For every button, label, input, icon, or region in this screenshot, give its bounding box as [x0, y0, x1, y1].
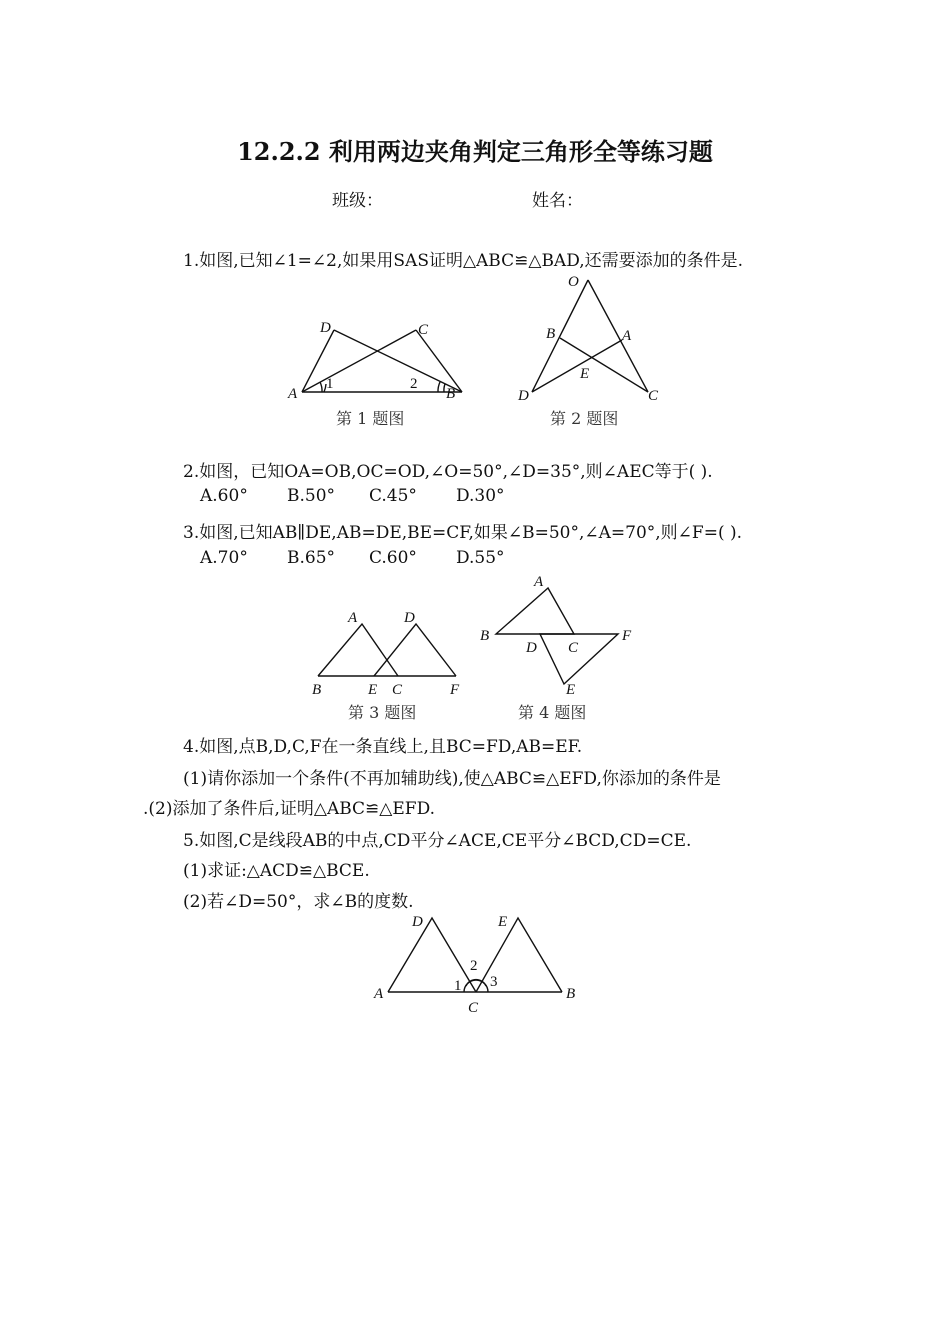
figure-4: [478, 570, 648, 700]
fig1-angle2: [438, 382, 440, 392]
q3-option-c: C.60°: [369, 548, 417, 568]
fig3-label-a: A: [348, 610, 358, 626]
figure-1: [280, 312, 470, 404]
fig2-label-d: D: [518, 388, 529, 404]
question-4: 4.如图,点B,D,C,F在一条直线上,且BC=FD,AB=EF.: [183, 737, 583, 757]
fig4-triangle-abc: [496, 588, 574, 634]
fig5-label-d: D: [412, 914, 423, 930]
fig2-label-a: A: [622, 328, 632, 344]
caption-fig3: 第 3 题图: [348, 703, 417, 722]
fig4-triangle-dfe: [540, 634, 618, 684]
question-5-part-2: (2)若∠D=50°，求∠B的度数.: [183, 892, 414, 912]
fig5-label-a: A: [374, 986, 384, 1002]
fig3-label-b: B: [312, 682, 322, 698]
fig5-label-1: 1: [454, 978, 462, 994]
fig4-label-d: D: [526, 640, 537, 656]
fig5-triangle-bce: [476, 918, 562, 992]
figure-5: [366, 906, 586, 1018]
fig2-label-e: E: [580, 366, 590, 382]
fig3-label-c: C: [392, 682, 403, 698]
q2-option-d: D.30°: [456, 486, 505, 506]
q2-option-b: B.50°: [287, 486, 336, 506]
fig5-label-3: 3: [490, 974, 498, 990]
figure-2: [510, 266, 670, 406]
page-title: 12.2.2 利用两边夹角判定三角形全等练习题: [237, 137, 713, 166]
q3-option-a: A.70°: [200, 548, 248, 568]
fig4-label-c: C: [568, 640, 579, 656]
fig4-label-e: E: [566, 682, 576, 698]
fig2-label-o: O: [568, 274, 579, 290]
question-4-part-2: .(2)添加了条件后,证明△ABC≌△EFD.: [143, 799, 436, 819]
question-4-part-1: (1)请你添加一个条件(不再加辅助线),使△ABC≌△EFD,你添加的条件是: [183, 769, 721, 789]
question-5-part-1: (1)求证:△ACD≌△BCE.: [183, 861, 370, 881]
q3-option-d: D.55°: [456, 548, 505, 568]
caption-fig2: 第 2 题图: [550, 409, 619, 428]
fig5-label-b: B: [566, 986, 576, 1002]
caption-fig1: 第 1 题图: [336, 409, 405, 428]
fig3-triangle-def: [374, 624, 456, 676]
fig1-angle1b: [320, 382, 322, 392]
fig2-oc: [588, 280, 648, 392]
caption-fig4: 第 4 题图: [518, 703, 587, 722]
q2-option-a: A.60°: [200, 486, 248, 506]
fig1-label-c: C: [418, 322, 429, 338]
fig3-label-d: D: [404, 610, 415, 626]
q3-option-b: B.65°: [287, 548, 336, 568]
fig1-angle2b: [444, 384, 445, 392]
fig1-label-a: A: [288, 386, 298, 402]
fig1-label-1: 1: [326, 376, 334, 392]
fig1-label-b: B: [446, 386, 456, 402]
question-5: 5.如图,C是线段AB的中点,CD平分∠ACE,CE平分∠BCD,CD=CE.: [183, 831, 692, 851]
question-2: 2.如图，已知OA=OB,OC=OD,∠O=50°,∠D=35°,则∠AEC等于( ).: [183, 462, 713, 482]
question-1: 1.如图,已知∠1=∠2,如果用SAS证明△ABC≌△BAD,还需要添加的条件是.: [183, 251, 744, 271]
fig1-label-2: 2: [410, 376, 418, 392]
fig2-label-c: C: [648, 388, 659, 404]
fig4-label-f: F: [622, 628, 632, 644]
fig5-label-2: 2: [470, 958, 478, 974]
question-3: 3.如图,已知AB∥DE,AB=DE,BE=CF,如果∠B=50°,∠A=70°,则∠F=( ).: [183, 523, 743, 543]
fig5-label-c: C: [468, 1000, 479, 1016]
fig1-label-d: D: [320, 320, 331, 336]
fig5-angle-arcs: [464, 980, 488, 992]
fig5-triangle-acd: [388, 918, 476, 992]
figure-3: [300, 600, 470, 700]
fig3-label-e: E: [368, 682, 378, 698]
fig2-label-b: B: [546, 326, 556, 342]
fig3-triangle-abc: [318, 624, 398, 676]
fig4-label-b: B: [480, 628, 490, 644]
name-label: 姓名：: [532, 191, 583, 211]
fig5-label-e: E: [498, 914, 508, 930]
fig2-bc: [560, 338, 648, 392]
fig4-label-a: A: [534, 574, 544, 590]
class-label: 班级：: [332, 191, 383, 211]
q2-option-c: C.45°: [369, 486, 417, 506]
fig3-label-f: F: [450, 682, 460, 698]
